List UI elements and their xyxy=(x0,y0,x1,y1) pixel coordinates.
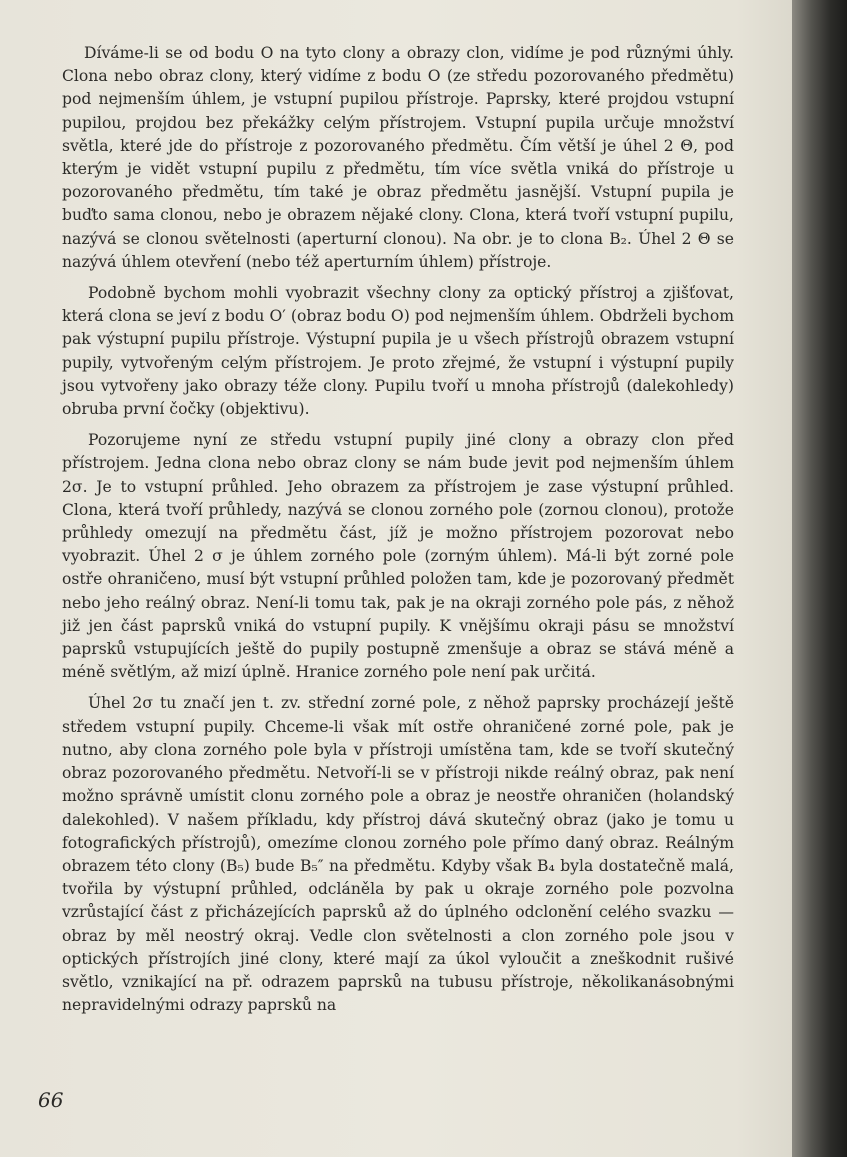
book-binding-shadow xyxy=(792,0,847,1157)
page-body xyxy=(62,42,734,1025)
page-number: 66 xyxy=(38,1088,64,1112)
paragraph-field-stop: Pozorujeme nyní ze středu vstupní pupily jiné clony a obrazy clon před přístrojem. Jedna clona nebo obraz clony se nám bude jevit pod nejmenším úhlem 2σ. Je to vstupní průhled. Jeho obrazem za přístrojem je zase výstupní průhled. Clona, která tvoří průhledy, nazývá se clonou zorného pole (zornou clonou), protože průhledy omezují na předmětu část, jíž je možno přístrojem pozorovat nebo vyobrazit. Úhel 2 σ je úhlem zorného pole (zorným úhlem). Má-li být zorné pole ostře ohraničeno, musí být vstupní průhled položen tam, kde je pozorovaný předmět nebo jeho reálný obraz. Není-li tomu tak, pak je na okraji zorného pole pás, z něhož již jen část paprsků vniká do vstupní pupily. K vnějšímu okraji pásu se množství paprsků vstupujících ještě do pupily postupně zmenšuje a obraz se stává méně a méně světlým, až mizí úplně. Hranice zorného pole není pak určitá. xyxy=(62,431,734,682)
paragraph-pupils: Díváme-li se od bodu O na tyto clony a obrazy clon, vidíme je pod různými úhly. Clona nebo obraz clony, který vidíme z bodu O (ze středu pozorovaného předmětu) pod nejmenším úhlem, je vstupní pupilou přístroje. Paprsky, které projdou vstupní pupilou, projdou bez překážky celým přístrojem. Vstupní pupila určuje množství světla, které jde do přístroje z pozorovaného předmětu. Čím větší je úhel 2 Θ, pod kterým je vidět vstupní pupilu z předmětu, tím více světla vniká do přístroje u pozorovaného předmětu, tím také je obraz předmětu jasnější. Vstupní pupila je buďto sama clonou, nebo je obrazem nějaké clony. Clona, která tvoří vstupní pupilu, nazývá se clonou světelnosti (aperturní clonou). Na obr. je to clona B₂. Úhel 2 Θ se nazývá úhlem otevření (nebo též aperturním úhlem) přístroje. xyxy=(62,44,734,271)
paragraph-exit-pupil: Podobně bychom mohli vyobrazit všechny clony za optický přístroj a zjišťovat, která clona se jeví z bodu O′ (obraz bodu O) pod nejmenším úhlem. Obdrželi bychom pak výstupní pupilu přístroje. Výstupní pupila je u všech přístrojů obrazem vstupní pupily, vytvořeným celým přístrojem. Je proto zřejmé, že vstupní i výstupní pupily jsou vytvořeny jako obrazy téže clony. Pupilu tvoří u mnoha přístrojů (dalekohledy) obruba první čočky (objektivu). xyxy=(62,284,734,419)
paragraph-field-of-view: Úhel 2σ tu značí jen t. zv. střední zorné pole, z něhož paprsky procházejí ještě středem vstupní pupily. Chceme-li však mít ostře ohraničené zorné pole, pak je nutno, aby clona zorného pole byla v přístroji umístěna tam, kde se tvoří skutečný obraz pozorovaného předmětu. Netvoří-li se v přístroji nikde reálný obraz, pak není možno správně umístit clonu zorného pole a obraz je neostře ohraničen (holandský dalekohled). V našem příkladu, kdy přístroj dává skutečný obraz (jako je tomu u fotografických přístrojů), omezíme clonou zorného pole přímo daný obraz. Reálným obrazem této clony (B₅) bude B₅″ na předmětu. Kdyby však B₄ byla dostatečně malá, tvořila by výstupní průhled, odcláněla by pak u okraje zorného pole pozvolna vzrůstající část z přicházejících paprsků až do úplného odclonění celého svazku — obraz by měl neostrý okraj. Vedle clon světelnosti a clon zorného pole jsou v optických přístrojích jiné clony, které mají za úkol vyloučit a zneškodnit rušivé světlo, vznikající na př. odrazem paprsků na tubusu přístroje, několikanásobnými nepravidelnými odrazy paprsků na xyxy=(62,694,734,1015)
